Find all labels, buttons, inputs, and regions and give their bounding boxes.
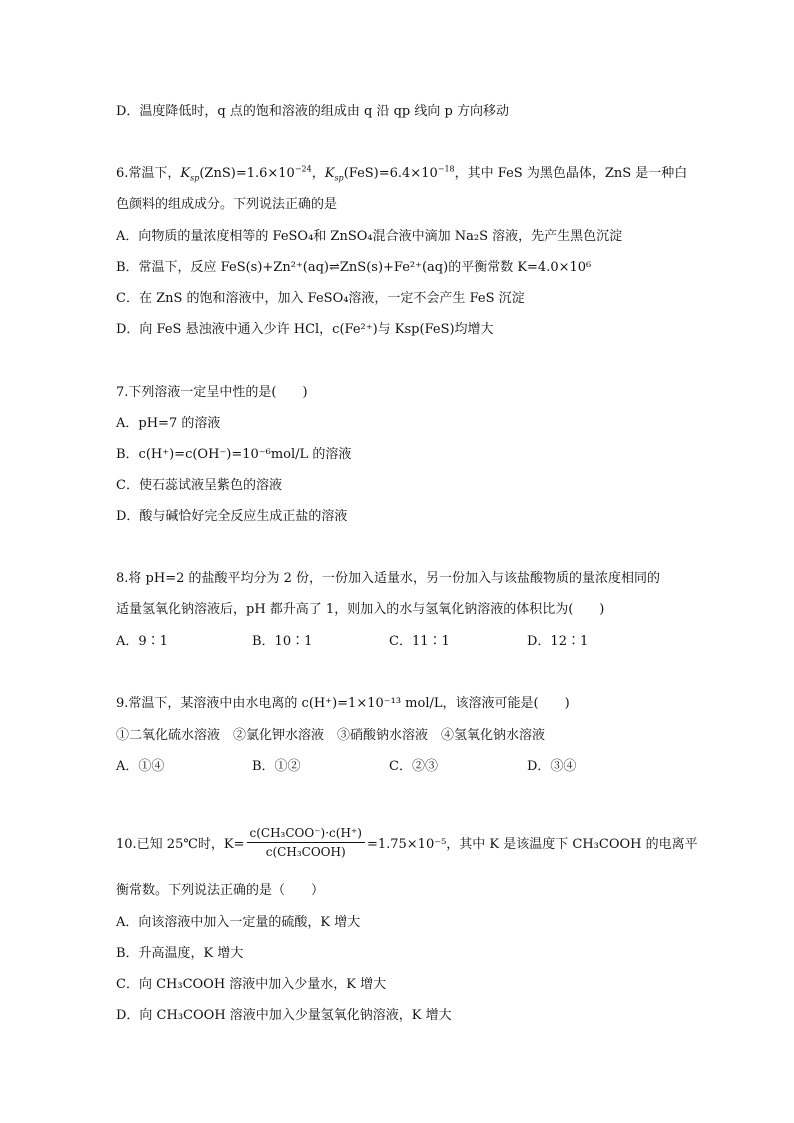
ksp-symbol: $K_{sp}$ — [180, 166, 200, 183]
q8-option-d: D．12∶1 — [527, 634, 589, 649]
ksp-zns-exponent: −24 — [294, 164, 312, 174]
q6-sep: ， — [311, 166, 325, 181]
q7-option-a: A．pH=7 的溶液 — [116, 416, 221, 431]
q10-stem — [116, 826, 698, 859]
ksp-zns: (ZnS)=1.6×10 — [199, 166, 295, 181]
ksp-fes: (FeS)=6.4×10 — [343, 166, 438, 181]
q6-stem-pre: 6.常温下， — [116, 166, 181, 181]
q10-stem-pre: 10.已知 25℃时，K= — [116, 837, 245, 852]
q7-option-d: D．酸与碱恰好完全反应生成正盐的溶液 — [116, 509, 348, 524]
q10-option-c: C．向 CH₃COOH 溶液中加入少量水，K 增大 — [116, 977, 387, 992]
q6-stem-post: ，其中 FeS 为黑色晶体，ZnS 是一种白 — [454, 166, 688, 181]
q8-option-b: B．10∶1 — [252, 634, 313, 649]
q8-stem-line1: 8.将 pH=2 的盐酸平均分为 2 份，一份加入适量水，另一份加入与该盐酸物质的量浓度相同的 — [116, 571, 661, 586]
q6-option-d: D．向 FeS 悬浊液中通入少许 HCl，c(Fe²⁺)与 Ksp(FeS)均增大 — [116, 322, 494, 337]
q10-stem-line2: 衡常数。下列说法正确的是（ ） — [116, 883, 325, 898]
q10-option-b: B．升高温度，K 增大 — [116, 946, 244, 961]
q8-option-c: C．11∶1 — [389, 634, 450, 649]
ksp-fes-exponent: −18 — [437, 164, 455, 174]
q6-option-c: C．在 ZnS 的饱和溶液中，加入 FeSO₄溶液，一定不会产生 FeS 沉淀 — [116, 291, 525, 306]
q10-option-d: D．向 CH₃COOH 溶液中加入少量氢氧化钠溶液，K 增大 — [116, 1008, 452, 1023]
q7-option-b: B．c(H⁺)=c(OH⁻)=10⁻⁶mol/L 的溶液 — [116, 447, 352, 462]
q7-stem: 7.下列溶液一定呈中性的是( ) — [116, 385, 308, 400]
q6-stem-line2: 色颜料的组成成分。下列说法正确的是 — [116, 197, 338, 212]
q9-items: ①二氧化硫水溶液 ②氯化钾水溶液 ③硝酸钠水溶液 ④氢氧化钠水溶液 — [116, 728, 546, 743]
q5-option-d: D．温度降低时，q 点的饱和溶液的组成由 q 沿 qp 线向 p 方向移动 — [116, 104, 509, 119]
k-fraction — [247, 826, 365, 859]
q9-option-a: A．①④ — [116, 759, 165, 774]
q6-option-a: A．向物质的量浓度相等的 FeSO₄和 ZnSO₄混合液中滴加 Na₂S 溶液，先产生黑色沉淀 — [116, 229, 623, 244]
q9-option-d: D．③④ — [527, 759, 577, 774]
ksp-symbol: $K_{sp}$ — [324, 166, 344, 183]
fraction-numerator: c(CH₃COO⁻)·c(H⁺) — [247, 826, 365, 843]
q8-option-a: A．9∶1 — [116, 634, 168, 649]
q10-stem-post: =1.75×10⁻⁵，其中 K 是该温度下 CH₃COOH 的电离平 — [366, 837, 698, 852]
q6-option-b: B．常温下，反应 FeS(s)+Zn²⁺(aq)⇌ZnS(s)+Fe²⁺(aq)的平衡常数 K=4.0×10⁶ — [116, 260, 592, 275]
q8-stem-line2: 适量氢氧化钠溶液后，pH 都升高了 1，则加入的水与氢氧化钠溶液的体积比为( ) — [116, 602, 605, 617]
q9-option-b: B．①② — [252, 759, 301, 774]
q7-option-c: C．使石蕊试液呈紫色的溶液 — [116, 478, 282, 493]
fraction-denominator: c(CH₃COOH) — [265, 845, 346, 859]
q9-option-c: C．②③ — [389, 759, 438, 774]
q9-stem: 9.常温下，某溶液中由水电离的 c(H⁺)=1×10⁻¹³ mol/L，该溶液可能是( ) — [116, 696, 570, 711]
q6-stem — [116, 164, 687, 184]
q10-option-a: A．向该溶液中加入一定量的硫酸，K 增大 — [116, 915, 361, 930]
